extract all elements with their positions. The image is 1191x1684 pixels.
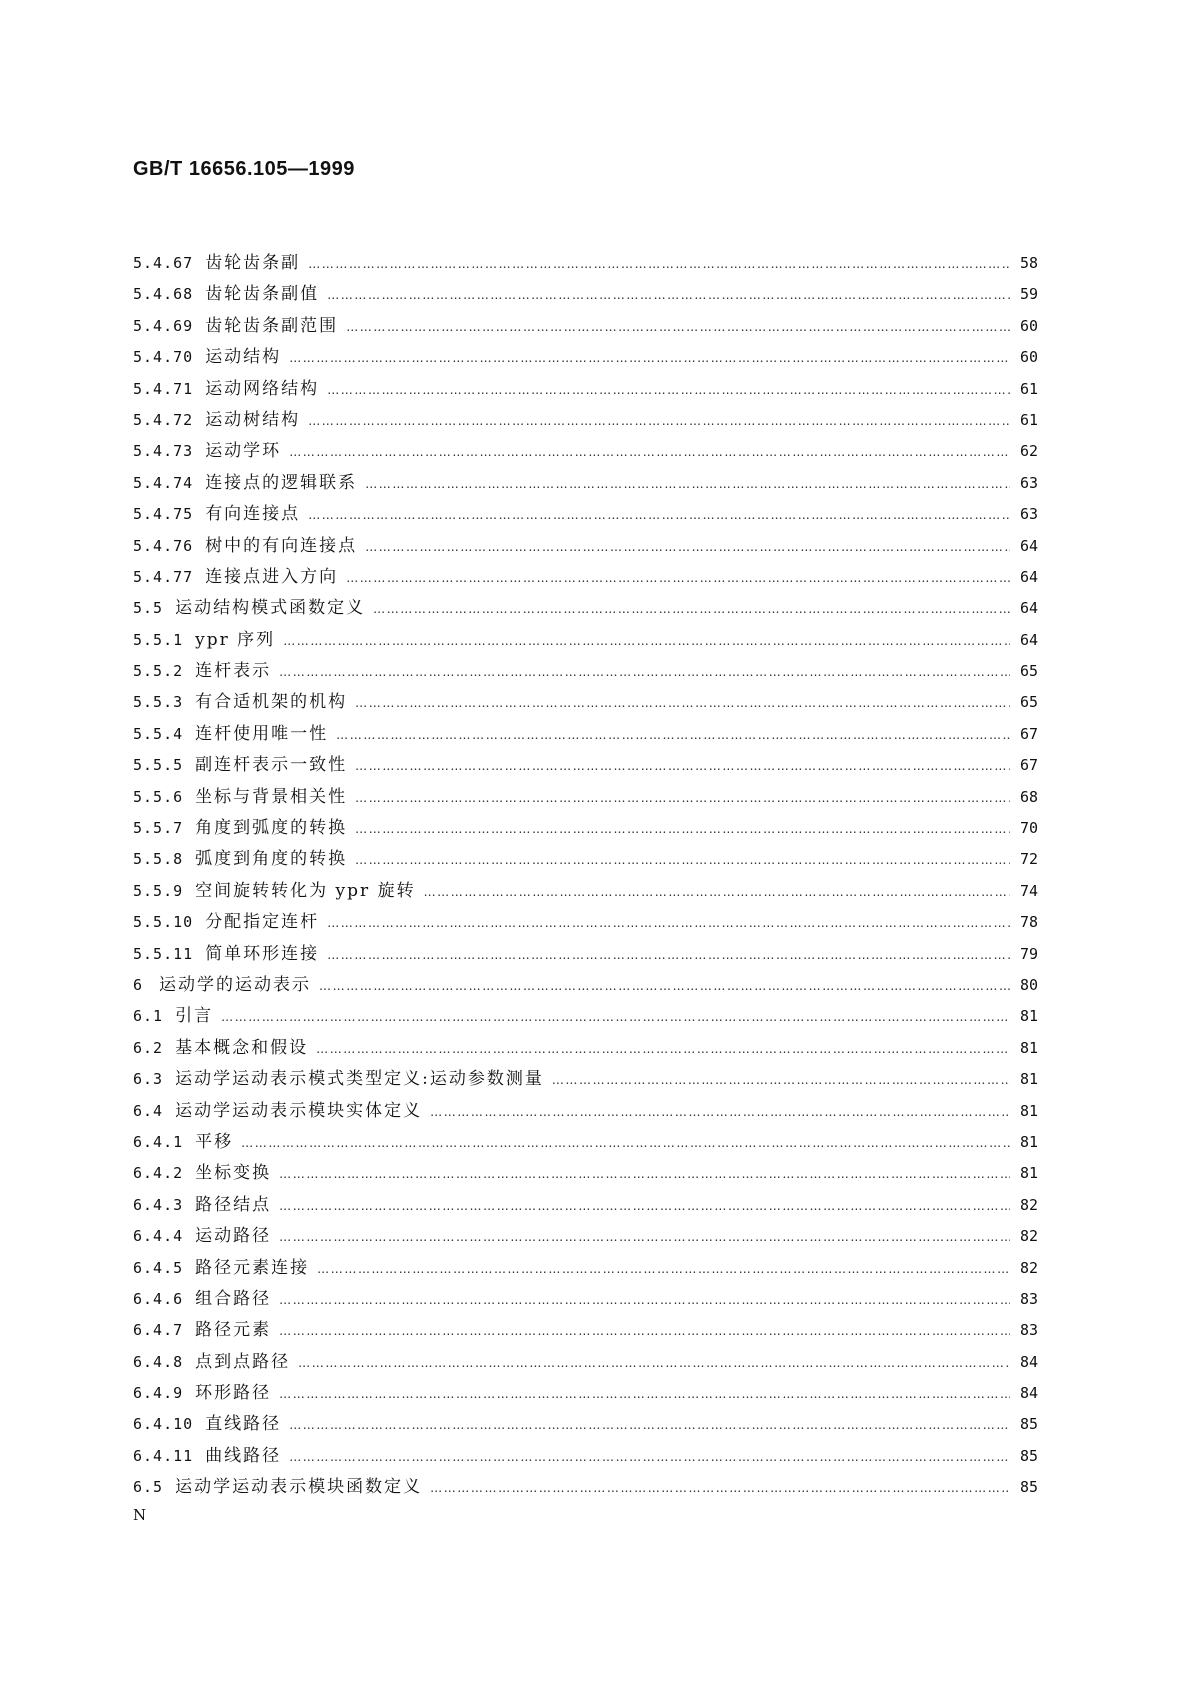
dot-leader bbox=[552, 1073, 1010, 1087]
toc-entry-number: 6.4.6 bbox=[133, 1289, 184, 1308]
page-folio: N bbox=[133, 1506, 147, 1524]
toc-entry-title: 运动学的运动表示 bbox=[159, 974, 312, 995]
toc-entry-page: 64 bbox=[1019, 567, 1038, 586]
toc-entry[interactable] bbox=[133, 687, 1038, 718]
toc-entry-page: 68 bbox=[1019, 787, 1038, 806]
toc-entry-page: 59 bbox=[1019, 285, 1038, 304]
dot-leader bbox=[279, 1199, 1010, 1213]
table-of-contents bbox=[133, 248, 1038, 1504]
toc-entry-number: 6.4.8 bbox=[133, 1352, 184, 1371]
toc-entry-page: 63 bbox=[1019, 473, 1038, 492]
dot-leader bbox=[279, 1293, 1010, 1307]
dot-leader bbox=[289, 1450, 1010, 1464]
toc-entry[interactable] bbox=[133, 1001, 1038, 1032]
dot-leader bbox=[355, 696, 1010, 710]
toc-entry-number: 5.4.77 bbox=[133, 567, 194, 586]
toc-entry-page: 84 bbox=[1019, 1384, 1038, 1403]
dot-leader bbox=[289, 445, 1010, 459]
toc-entry-number: 5.5.7 bbox=[133, 819, 184, 838]
toc-entry-number: 6.2 bbox=[133, 1038, 164, 1057]
toc-entry-number: 6 bbox=[133, 975, 144, 994]
toc-entry[interactable] bbox=[133, 876, 1038, 907]
dot-leader bbox=[308, 508, 1010, 522]
toc-entry[interactable] bbox=[133, 813, 1038, 844]
dot-leader bbox=[327, 383, 1010, 397]
toc-entry[interactable] bbox=[133, 844, 1038, 875]
toc-entry-number: 5.5.8 bbox=[133, 850, 184, 869]
toc-entry-title: 坐标变换 bbox=[195, 1163, 272, 1184]
toc-entry-title: 有向连接点 bbox=[205, 504, 301, 525]
dot-leader bbox=[355, 791, 1010, 805]
toc-entry-page: 61 bbox=[1019, 379, 1038, 398]
toc-entry-page: 65 bbox=[1019, 693, 1038, 712]
toc-entry-number: 5.4.75 bbox=[133, 505, 194, 524]
dot-leader bbox=[327, 916, 1010, 930]
toc-entry-title: 点到点路径 bbox=[195, 1351, 291, 1372]
dot-leader bbox=[346, 320, 1010, 334]
toc-entry[interactable] bbox=[133, 342, 1038, 373]
toc-entry[interactable] bbox=[133, 531, 1038, 562]
toc-entry[interactable] bbox=[133, 374, 1038, 405]
toc-entry-title: 齿轮齿条副值 bbox=[205, 284, 320, 305]
toc-entry[interactable] bbox=[133, 1441, 1038, 1472]
toc-entry-number: 5.5.3 bbox=[133, 693, 184, 712]
toc-entry-title: 运动学环 bbox=[205, 441, 282, 462]
toc-entry[interactable] bbox=[133, 562, 1038, 593]
toc-entry[interactable] bbox=[133, 1347, 1038, 1378]
toc-entry[interactable] bbox=[133, 436, 1038, 467]
toc-entry-title: 连接点进入方向 bbox=[205, 566, 339, 587]
toc-entry[interactable] bbox=[133, 248, 1038, 279]
toc-entry-number: 6.4.11 bbox=[133, 1446, 194, 1465]
toc-entry-number: 5.4.76 bbox=[133, 536, 194, 555]
toc-entry[interactable] bbox=[133, 1221, 1038, 1252]
toc-entry-title: ypr 序列 bbox=[195, 629, 276, 650]
toc-entry-title: 运动结构 bbox=[205, 347, 282, 368]
dot-leader bbox=[365, 540, 1010, 554]
toc-entry-page: 72 bbox=[1019, 850, 1038, 869]
toc-entry[interactable] bbox=[133, 1127, 1038, 1158]
toc-entry[interactable] bbox=[133, 1253, 1038, 1284]
toc-entry-page: 60 bbox=[1019, 316, 1038, 335]
toc-entry-title: 基本概念和假设 bbox=[175, 1037, 309, 1058]
dot-leader bbox=[430, 1105, 1010, 1119]
toc-entry-number: 6.1 bbox=[133, 1007, 164, 1026]
toc-entry-page: 74 bbox=[1019, 881, 1038, 900]
toc-entry-title: 平移 bbox=[195, 1131, 234, 1152]
toc-entry-title: 弧度到角度的转换 bbox=[195, 849, 348, 870]
dot-leader bbox=[346, 571, 1010, 585]
dot-leader bbox=[327, 288, 1010, 302]
toc-entry-title: 分配指定连杆 bbox=[205, 912, 320, 933]
toc-entry-title: 连杆表示 bbox=[195, 661, 272, 682]
toc-entry-page: 83 bbox=[1019, 1321, 1038, 1340]
toc-entry-number: 5.5.9 bbox=[133, 881, 184, 900]
toc-entry-number: 5.5.5 bbox=[133, 756, 184, 775]
toc-entry-page: 79 bbox=[1019, 944, 1038, 963]
dot-leader bbox=[283, 634, 1010, 648]
toc-entry-page: 62 bbox=[1019, 442, 1038, 461]
dot-leader bbox=[355, 853, 1010, 867]
dot-leader bbox=[308, 414, 1010, 428]
toc-entry-page: 64 bbox=[1019, 599, 1038, 618]
toc-entry[interactable] bbox=[133, 907, 1038, 938]
toc-entry-number: 5.4.69 bbox=[133, 316, 194, 335]
toc-entry-number: 5.4.73 bbox=[133, 442, 194, 461]
dot-leader bbox=[298, 1356, 1010, 1370]
dot-leader bbox=[279, 1167, 1010, 1181]
toc-entry-page: 85 bbox=[1019, 1478, 1038, 1497]
dot-leader bbox=[373, 602, 1010, 616]
dot-leader bbox=[319, 979, 1010, 993]
toc-entry[interactable] bbox=[133, 468, 1038, 499]
dot-leader bbox=[316, 1042, 1010, 1056]
toc-entry-page: 84 bbox=[1019, 1352, 1038, 1371]
toc-entry[interactable] bbox=[133, 1378, 1038, 1409]
toc-entry-page: 63 bbox=[1019, 505, 1038, 524]
dot-leader bbox=[279, 1324, 1010, 1338]
dot-leader bbox=[241, 1136, 1010, 1150]
toc-entry[interactable] bbox=[133, 1033, 1038, 1064]
toc-entry-title: 运动网络结构 bbox=[205, 378, 320, 399]
toc-entry-number: 5.5.4 bbox=[133, 724, 184, 743]
toc-entry-title: 曲线路径 bbox=[205, 1445, 282, 1466]
toc-entry-number: 5.4.74 bbox=[133, 473, 194, 492]
dot-leader bbox=[279, 1230, 1010, 1244]
dot-leader bbox=[327, 948, 1010, 962]
toc-entry-number: 5.4.67 bbox=[133, 254, 194, 272]
toc-entry[interactable] bbox=[133, 750, 1038, 781]
toc-entry-title: 运动路径 bbox=[195, 1226, 272, 1247]
toc-entry-number: 6.4.7 bbox=[133, 1321, 184, 1340]
toc-entry-page: 82 bbox=[1019, 1195, 1038, 1214]
toc-entry-title: 环形路径 bbox=[195, 1383, 272, 1404]
toc-entry-title: 连杆使用唯一性 bbox=[195, 723, 329, 744]
dot-leader bbox=[289, 1418, 1010, 1432]
toc-entry-page: 64 bbox=[1019, 630, 1038, 649]
toc-entry-title: 运动学运动表示模块实体定义 bbox=[175, 1100, 423, 1121]
toc-entry-page: 85 bbox=[1019, 1415, 1038, 1434]
dot-leader bbox=[424, 885, 1010, 899]
toc-entry-page: 61 bbox=[1019, 410, 1038, 429]
toc-entry-title: 坐标与背景相关性 bbox=[195, 786, 348, 807]
standard-code: GB/T 16656.105—1999 bbox=[133, 158, 355, 180]
toc-entry[interactable] bbox=[133, 405, 1038, 436]
toc-entry-title: 运动树结构 bbox=[205, 409, 301, 430]
toc-entry[interactable] bbox=[133, 1064, 1038, 1095]
toc-entry-page: 81 bbox=[1019, 1132, 1038, 1151]
toc-entry-number: 5.4.71 bbox=[133, 379, 194, 398]
toc-entry-number: 5.5.6 bbox=[133, 787, 184, 806]
toc-entry-title: 树中的有向连接点 bbox=[205, 535, 358, 556]
toc-entry-page: 58 bbox=[1019, 254, 1038, 272]
toc-entry-number: 5.5.1 bbox=[133, 630, 184, 649]
toc-entry-page: 67 bbox=[1019, 724, 1038, 743]
toc-entry-page: 82 bbox=[1019, 1258, 1038, 1277]
toc-entry-number: 6.4.1 bbox=[133, 1132, 184, 1151]
toc-entry[interactable] bbox=[133, 1472, 1038, 1503]
toc-entry[interactable] bbox=[133, 1158, 1038, 1189]
toc-entry-page: 83 bbox=[1019, 1289, 1038, 1308]
toc-entry-number: 5.4.68 bbox=[133, 285, 194, 304]
toc-entry-title: 齿轮齿条副范围 bbox=[205, 315, 339, 336]
toc-entry-number: 6.4.10 bbox=[133, 1415, 194, 1434]
toc-entry[interactable] bbox=[133, 1096, 1038, 1127]
toc-entry-title: 简单环形连接 bbox=[205, 943, 320, 964]
toc-entry-title: 组合路径 bbox=[195, 1288, 272, 1309]
toc-entry-title: 运动学运动表示模式类型定义:运动参数测量 bbox=[175, 1069, 544, 1090]
toc-entry-page: 70 bbox=[1019, 819, 1038, 838]
toc-entry[interactable] bbox=[133, 939, 1038, 970]
toc-entry-title: 角度到弧度的转换 bbox=[195, 818, 348, 839]
toc-entry-page: 82 bbox=[1019, 1227, 1038, 1246]
toc-entry[interactable] bbox=[133, 719, 1038, 750]
toc-entry[interactable] bbox=[133, 1284, 1038, 1315]
toc-entry-number: 6.4.5 bbox=[133, 1258, 184, 1277]
toc-entry[interactable] bbox=[133, 782, 1038, 813]
toc-entry-page: 80 bbox=[1019, 975, 1038, 994]
dot-leader bbox=[279, 665, 1010, 679]
toc-entry-number: 6.4.4 bbox=[133, 1227, 184, 1246]
toc-entry-number: 6.5 bbox=[133, 1478, 164, 1497]
toc-entry-number: 5.5.2 bbox=[133, 662, 184, 681]
toc-entry-number: 6.4.9 bbox=[133, 1384, 184, 1403]
toc-entry-page: 81 bbox=[1019, 1164, 1038, 1183]
toc-entry-page: 81 bbox=[1019, 1101, 1038, 1120]
dot-leader bbox=[355, 759, 1010, 773]
toc-entry-title: 空间旋转转化为 ypr 旋转 bbox=[195, 880, 416, 901]
dot-leader bbox=[221, 1010, 1010, 1024]
toc-entry-title: 路径元素连接 bbox=[195, 1257, 310, 1278]
dot-leader bbox=[336, 728, 1010, 742]
toc-entry-title: 路径结点 bbox=[195, 1194, 272, 1215]
toc-entry[interactable] bbox=[133, 625, 1038, 656]
toc-entry-title: 有合适机架的机构 bbox=[195, 692, 348, 713]
toc-entry-number: 6.4.3 bbox=[133, 1195, 184, 1214]
dot-leader bbox=[355, 822, 1010, 836]
toc-entry-title: 引言 bbox=[175, 1006, 214, 1027]
toc-entry[interactable] bbox=[133, 1315, 1038, 1346]
toc-entry-title: 运动结构模式函数定义 bbox=[175, 598, 366, 619]
toc-entry-number: 5.4.72 bbox=[133, 410, 194, 429]
toc-entry-number: 5.5.10 bbox=[133, 913, 194, 932]
dot-leader bbox=[430, 1481, 1010, 1495]
toc-entry-title: 路径元素 bbox=[195, 1320, 272, 1341]
toc-entry-number: 5.5 bbox=[133, 599, 164, 618]
toc-entry[interactable] bbox=[133, 499, 1038, 530]
toc-entry[interactable] bbox=[133, 1409, 1038, 1440]
dot-leader bbox=[308, 257, 1010, 271]
toc-entry-number: 6.4.2 bbox=[133, 1164, 184, 1183]
toc-entry-title: 副连杆表示一致性 bbox=[195, 755, 348, 776]
toc-entry-title: 齿轮齿条副 bbox=[205, 253, 301, 273]
toc-entry-page: 85 bbox=[1019, 1446, 1038, 1465]
toc-entry-number: 5.4.70 bbox=[133, 348, 194, 367]
toc-entry[interactable] bbox=[133, 1190, 1038, 1221]
toc-entry[interactable] bbox=[133, 279, 1038, 310]
toc-entry-number: 5.5.11 bbox=[133, 944, 194, 963]
toc-entry[interactable] bbox=[133, 656, 1038, 687]
toc-entry-page: 65 bbox=[1019, 662, 1038, 681]
toc-entry-title: 直线路径 bbox=[205, 1414, 282, 1435]
toc-entry-title: 运动学运动表示模块函数定义 bbox=[175, 1477, 423, 1498]
toc-entry-page: 81 bbox=[1019, 1038, 1038, 1057]
toc-entry-title: 连接点的逻辑联系 bbox=[205, 472, 358, 493]
dot-leader bbox=[279, 1387, 1010, 1401]
toc-entry-page: 64 bbox=[1019, 536, 1038, 555]
toc-entry-page: 67 bbox=[1019, 756, 1038, 775]
toc-entry[interactable] bbox=[133, 311, 1038, 342]
toc-entry-page: 78 bbox=[1019, 913, 1038, 932]
toc-entry-page: 81 bbox=[1019, 1007, 1038, 1026]
toc-entry-number: 6.4 bbox=[133, 1101, 164, 1120]
toc-entry[interactable] bbox=[133, 593, 1038, 624]
toc-entry-number: 6.3 bbox=[133, 1070, 164, 1089]
dot-leader bbox=[289, 351, 1010, 365]
dot-leader bbox=[317, 1262, 1010, 1276]
toc-entry[interactable] bbox=[133, 970, 1038, 1001]
toc-entry-page: 60 bbox=[1019, 348, 1038, 367]
dot-leader bbox=[365, 477, 1010, 491]
toc-entry-page: 81 bbox=[1019, 1070, 1038, 1089]
